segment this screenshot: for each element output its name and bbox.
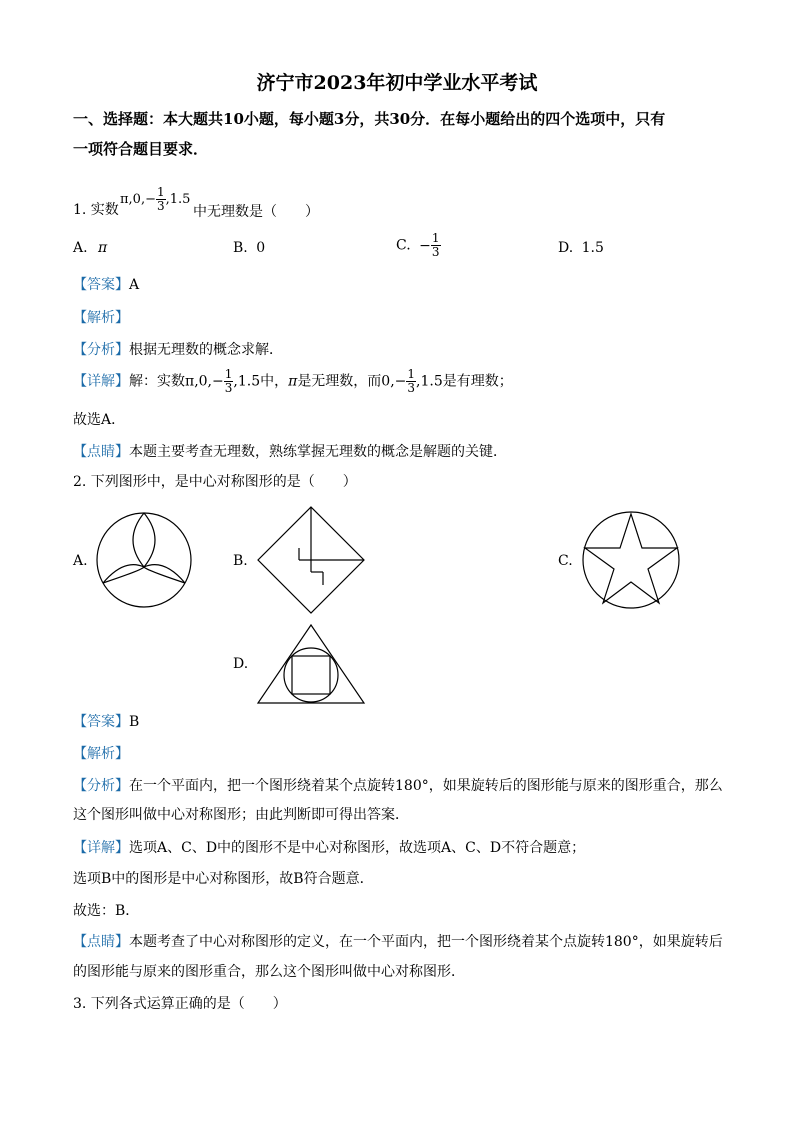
q1-option-c: C. − $\frac{1}{3}$ bbox=[396, 231, 440, 259]
q2-answer: 【答案】B bbox=[73, 714, 140, 730]
q1-xiangjie: 【详解】解：实数π,0,− $\frac{1}{3}$ ,1.5中，π是无理数，而0,− $\frac{1}{3}$ ,1.5是有理数； bbox=[73, 367, 513, 395]
page-title: 济宁市2023年初中学业水平考试 bbox=[256, 72, 538, 94]
q1-numbers bbox=[120, 186, 190, 213]
q1-numbers-b: ,1.5 bbox=[165, 192, 191, 207]
q1-prefix: 1. 实数 bbox=[73, 202, 119, 218]
q1-option-b: B. 0 bbox=[233, 240, 266, 256]
q2-figure-c-circle-star bbox=[580, 510, 682, 610]
q2-label-d: D. bbox=[233, 656, 249, 672]
q2-conclusion: 故选：B． bbox=[73, 903, 140, 919]
q2-figure-a-circle-petals bbox=[94, 510, 194, 610]
q2-label-b: B. bbox=[233, 553, 248, 569]
section-heading-line1: 一、选择题：本大题共10小题，每小题3分，共30分．在每小题给出的四个选项中，只有 bbox=[73, 110, 666, 128]
q2-figure-d-triangle-circle-square bbox=[256, 623, 366, 705]
q3-stem: 3. 下列各式运算正确的是（ ） bbox=[73, 996, 287, 1012]
q2-figure-b-square-pinwheel bbox=[256, 505, 366, 615]
q1-suffix: 中无理数是（ ） bbox=[193, 204, 319, 220]
q1-conclusion: 故选A． bbox=[73, 412, 126, 428]
q1-answer: 【答案】A bbox=[73, 277, 140, 293]
q2-label-c: C. bbox=[558, 553, 573, 569]
q1-fraction: $\frac{1}{3}$ bbox=[156, 185, 165, 213]
q2-stem: 2. 下列图形中，是中心对称图形的是（ ） bbox=[73, 474, 357, 490]
q1-numbers-a: π,0,− bbox=[120, 192, 156, 207]
q2-analysis-heading: 【解析】 bbox=[73, 746, 129, 762]
q1-fenxi: 【分析】根据无理数的概念求解． bbox=[73, 342, 283, 358]
q1-dianjing: 【点睛】本题主要考查无理数，熟练掌握无理数的概念是解题的关键． bbox=[73, 444, 507, 460]
q2-fenxi-line1: 【分析】在一个平面内，把一个图形绕着某个点旋转180°，如果旋转后的图形能与原来的图形重合，那么 bbox=[73, 778, 723, 794]
section-heading-line2: 一项符合题目要求． bbox=[73, 140, 209, 158]
q2-dianjing-line1: 【点睛】本题考查了中心对称图形的定义，在一个平面内，把一个图形绕着某个点旋转180°，如果旋转后 bbox=[73, 934, 723, 950]
q1-option-d: D. 1.5 bbox=[558, 240, 604, 256]
q1-analysis-heading: 【解析】 bbox=[73, 310, 129, 326]
q1-option-a: A. π bbox=[73, 240, 108, 256]
q2-xiangjie-line1: 【详解】选项A、C、D中的图形不是中心对称图形，故选项A、C、D不符合题意； bbox=[73, 840, 586, 856]
q2-fenxi-line2: 这个图形叫做中心对称图形；由此判断即可得出答案． bbox=[73, 807, 409, 823]
q1-option-c-fraction: $\frac{1}{3}$ bbox=[431, 231, 440, 259]
q2-xiangjie-line2: 选项B中的图形是中心对称图形，故B符合题意． bbox=[73, 871, 374, 887]
q2-dianjing-line2: 的图形能与原来的图形重合，那么这个图形叫做中心对称图形． bbox=[73, 964, 465, 980]
q2-label-a: A. bbox=[73, 553, 88, 569]
